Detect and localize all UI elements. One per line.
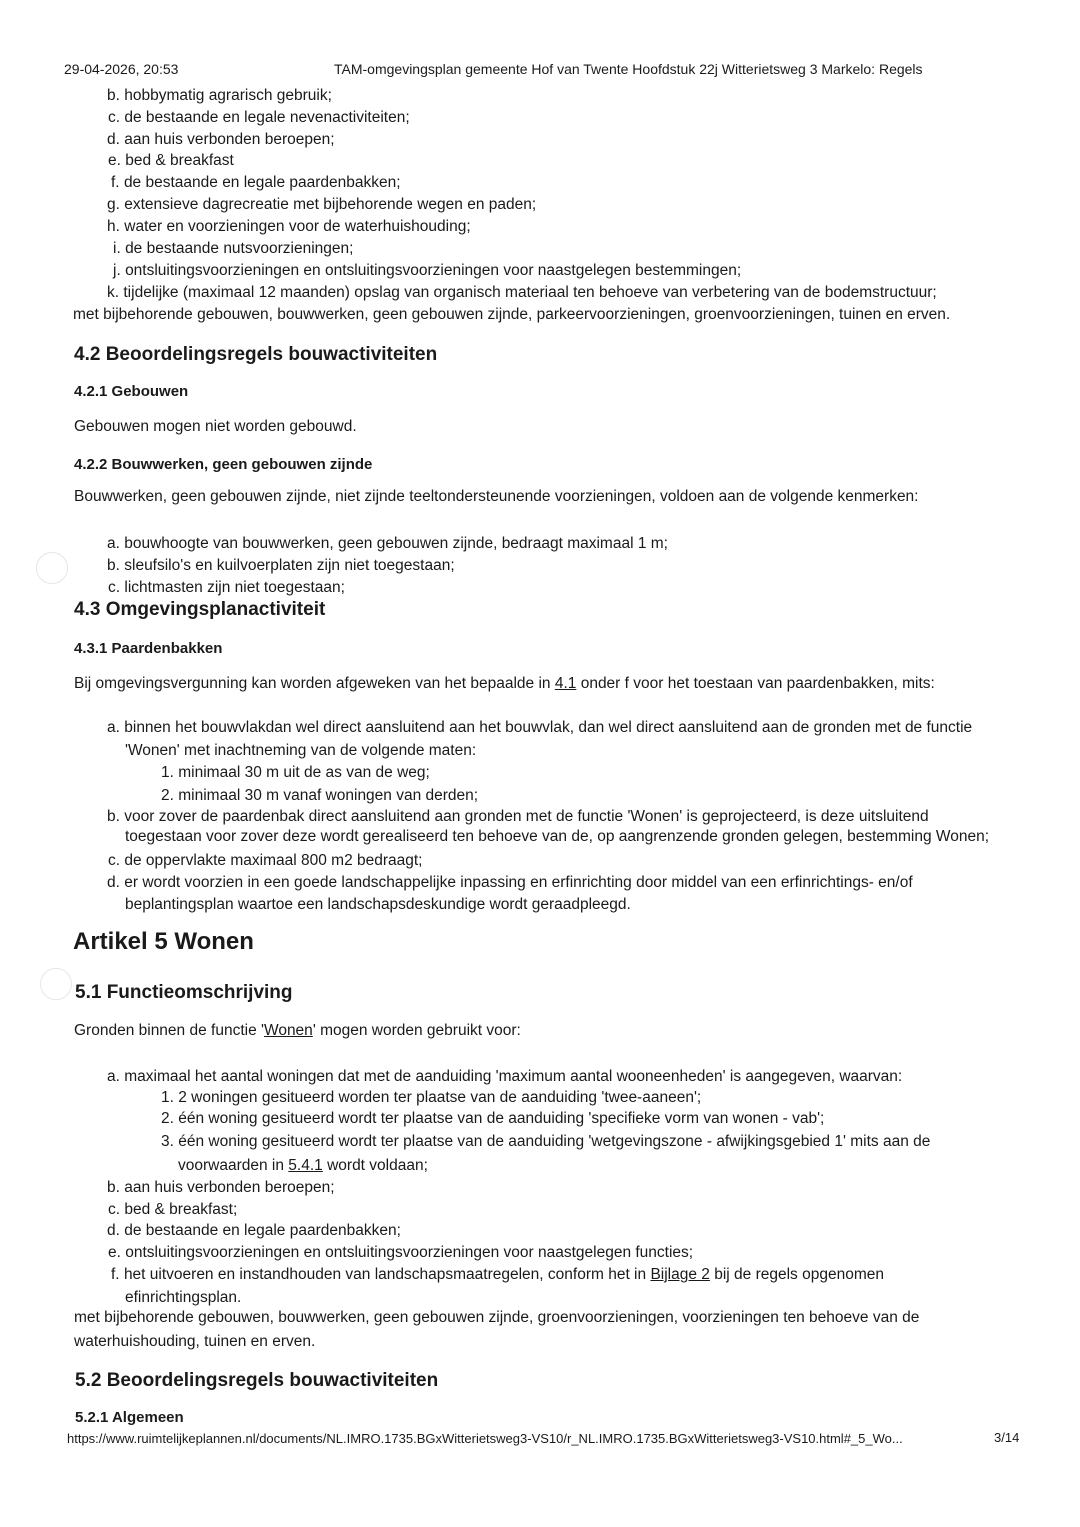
paragraph-text: Bij omgevingsvergunning kan worden afgeweken van het bepaalde in bbox=[74, 675, 555, 692]
list-marker: 3. bbox=[161, 1133, 174, 1150]
sub-list-item bbox=[161, 787, 478, 805]
punch-hole-mark bbox=[40, 968, 72, 1000]
list-item-text: lichtmasten zijn niet toegestaan; bbox=[124, 579, 345, 596]
list-item-text: binnen het bouwvlakdan wel direct aansluitend aan het bouwvlak, dan wel direct aansluitend aan de gronden met de functie bbox=[124, 719, 973, 736]
article-5-closing-text: waterhuishouding, tuinen en erven. bbox=[74, 1333, 316, 1350]
list-item-continuation bbox=[178, 1157, 428, 1175]
list-item-text: 2 woningen gesitueerd worden ter plaatse van de aanduiding 'twee-aaneen'; bbox=[178, 1089, 702, 1106]
list-marker: b. bbox=[107, 557, 120, 574]
list-item bbox=[107, 557, 455, 575]
section-heading-5-2: 5.2 Beoordelingsregels bouwactiviteiten bbox=[75, 1370, 439, 1391]
link-4-1[interactable]: 4.1 bbox=[554, 675, 577, 692]
article-5-closing-text: met bijbehorende gebouwen, bouwwerken, geen gebouwen zijnde, groenvoorzieningen, voorzieningen ten behoeve van de bbox=[74, 1309, 920, 1326]
paragraph bbox=[74, 675, 935, 693]
list-item-text: ontsluitingsvoorzieningen en ontsluitingsvoorzieningen voor naastgelegen bestemmingen; bbox=[125, 262, 742, 279]
page-number: 3/14 bbox=[994, 1430, 1020, 1445]
paragraph bbox=[74, 1022, 521, 1040]
list-item-continuation: 'Wonen' met inachtneming van de volgende maten: bbox=[125, 742, 477, 759]
list-item-text: extensieve dagrecreatie met bijbehorende wegen en paden; bbox=[124, 196, 537, 213]
punch-hole-mark bbox=[36, 552, 68, 584]
list-item-text: bed & breakfast; bbox=[124, 1201, 238, 1218]
list-item-text: de oppervlakte maximaal 800 m2 bedraagt; bbox=[124, 852, 423, 869]
list-marker: 1. bbox=[161, 1089, 174, 1106]
list-item bbox=[107, 196, 536, 214]
list-marker: k. bbox=[107, 284, 120, 301]
list-marker: 1. bbox=[161, 764, 174, 781]
list-item-text: wordt voldaan; bbox=[322, 1157, 428, 1174]
list-item-text: het uitvoeren en instandhouden van landschapsmaatregelen, conform het in bbox=[123, 1266, 651, 1283]
list-marker: e. bbox=[108, 152, 121, 169]
list-marker: h. bbox=[107, 218, 120, 235]
list-marker: c. bbox=[108, 852, 121, 869]
list-item-text: bij de regels opgenomen bbox=[709, 1266, 884, 1283]
list-marker: c. bbox=[108, 109, 121, 126]
list-item bbox=[107, 131, 335, 149]
paragraph: Bouwwerken, geen gebouwen zijnde, niet zijnde teeltondersteunende voorzieningen, voldoen aan de volgende kenmerken: bbox=[74, 488, 919, 505]
sub-list-item bbox=[161, 764, 430, 782]
subsection-heading-4-2-1: 4.2.1 Gebouwen bbox=[74, 383, 189, 400]
sub-list-item bbox=[161, 1110, 824, 1128]
list-marker: a. bbox=[107, 1068, 120, 1085]
list-item bbox=[108, 852, 423, 870]
list-item-text: water en voorzieningen voor de waterhuishouding; bbox=[124, 218, 471, 235]
paragraph-text: ' mogen worden gebruikt voor: bbox=[312, 1022, 521, 1039]
list-item bbox=[108, 579, 345, 597]
list-marker: b. bbox=[107, 808, 120, 825]
list-marker: j. bbox=[113, 262, 121, 279]
section-heading-5-1: 5.1 Functieomschrijving bbox=[75, 982, 293, 1003]
link-bijlage-2[interactable]: Bijlage 2 bbox=[650, 1266, 710, 1283]
list-item-text: voorwaarden in bbox=[178, 1157, 289, 1174]
print-source-url: https://www.ruimtelijkeplannen.nl/documents/NL.IMRO.1735.BGxWitterietsweg3-VS10/r_NL.IMRO.1735.BGxWitterietsweg3-VS10.html#_5_Wo... bbox=[67, 1431, 903, 1446]
list-marker: f. bbox=[111, 174, 120, 191]
list-item-text: voor zover de paardenbak direct aansluitend aan gronden met de functie 'Wonen' is geprojecteerd, is deze uitsluitend bbox=[124, 808, 929, 825]
sub-list-item bbox=[161, 1089, 701, 1107]
list-item bbox=[107, 1179, 335, 1197]
article-4-closing-text: met bijbehorende gebouwen, bouwwerken, geen gebouwen zijnde, parkeervoorzieningen, groenvoorzieningen, tuinen en erven. bbox=[73, 306, 951, 323]
list-item bbox=[107, 808, 929, 826]
list-marker: b. bbox=[107, 1179, 120, 1196]
list-item bbox=[108, 1244, 693, 1262]
list-marker: g. bbox=[107, 196, 120, 213]
list-item-text: sleufsilo's en kuilvoerplaten zijn niet toegestaan; bbox=[124, 557, 455, 574]
list-item-text: tijdelijke (maximaal 12 maanden) opslag van organisch materiaal ten behoeve van verbetering van de bodemstructuur; bbox=[123, 284, 937, 301]
list-item-continuation: toegestaan voor zover deze wordt gerealiseerd ten behoeve van de, op aangrenzende gronden gelegen, bestemming Wonen; bbox=[125, 828, 990, 845]
list-item-text: de bestaande nutsvoorzieningen; bbox=[125, 240, 354, 257]
list-item-text: aan huis verbonden beroepen; bbox=[124, 131, 335, 148]
list-item bbox=[107, 87, 332, 105]
list-marker: d. bbox=[107, 874, 120, 891]
list-item-continuation: beplantingsplan waartoe een landschapsdeskundige wordt geraadpleegd. bbox=[125, 896, 631, 913]
list-marker: a. bbox=[107, 535, 120, 552]
list-item-text: de bestaande en legale nevenactiviteiten; bbox=[124, 109, 410, 126]
list-item-text: ontsluitingsvoorzieningen en ontsluitingsvoorzieningen voor naastgelegen functies; bbox=[125, 1244, 694, 1261]
list-item-text: hobbymatig agrarisch gebruik; bbox=[124, 87, 332, 104]
list-marker: d. bbox=[107, 1222, 120, 1239]
list-item bbox=[107, 874, 913, 892]
list-marker: d. bbox=[107, 131, 120, 148]
list-item bbox=[108, 152, 234, 170]
paragraph-text: Gronden binnen de functie ' bbox=[74, 1022, 264, 1039]
subsection-heading-4-2-2: 4.2.2 Bouwwerken, geen gebouwen zijnde bbox=[74, 456, 373, 473]
list-marker: f. bbox=[111, 1266, 120, 1283]
list-marker: c. bbox=[108, 579, 121, 596]
list-marker: 2. bbox=[161, 787, 174, 804]
link-5-4-1[interactable]: 5.4.1 bbox=[288, 1157, 323, 1174]
list-item bbox=[107, 719, 972, 737]
list-item bbox=[111, 1266, 884, 1284]
list-item-continuation: efinrichtingsplan. bbox=[125, 1289, 242, 1306]
link-wonen[interactable]: Wonen bbox=[263, 1022, 313, 1039]
list-item-text: de bestaande en legale paardenbakken; bbox=[123, 174, 401, 191]
list-item-text: aan huis verbonden beroepen; bbox=[124, 1179, 335, 1196]
list-item bbox=[108, 1201, 237, 1219]
list-item-text: minimaal 30 m vanaf woningen van derden; bbox=[178, 787, 479, 804]
list-item bbox=[107, 218, 471, 236]
print-datetime: 29-04-2026, 20:53 bbox=[64, 61, 179, 77]
list-item bbox=[111, 174, 401, 192]
list-item bbox=[107, 1068, 902, 1086]
list-item-text: er wordt voorzien in een goede landschappelijke inpassing en erfinrichting door middel van een erfinrichtings- en/of bbox=[124, 874, 913, 891]
list-item-text: minimaal 30 m uit de as van de weg; bbox=[178, 764, 430, 781]
paragraph: Gebouwen mogen niet worden gebouwd. bbox=[74, 418, 357, 435]
sub-list-item bbox=[161, 1133, 930, 1151]
list-item bbox=[113, 240, 353, 258]
list-item bbox=[107, 1222, 401, 1240]
list-item-text: maximaal het aantal woningen dat met de aanduiding 'maximum aantal wooneenheden' is aangegeven, waarvan: bbox=[124, 1068, 903, 1085]
list-marker: i. bbox=[113, 240, 121, 257]
list-marker: b. bbox=[107, 87, 120, 104]
list-marker: a. bbox=[107, 719, 120, 736]
list-item-text: één woning gesitueerd wordt ter plaatse van de aanduiding 'wetgevingszone - afwijkingsgebied 1' mits aan de bbox=[178, 1133, 931, 1150]
paragraph-text: onder f voor het toestaan van paardenbakken, mits: bbox=[576, 675, 935, 692]
article-heading: Artikel 5 Wonen bbox=[73, 928, 254, 955]
section-heading-4-2: 4.2 Beoordelingsregels bouwactiviteiten bbox=[74, 344, 438, 365]
print-document-title: TAM-omgevingsplan gemeente Hof van Twente Hoofdstuk 22j Witterietsweg 3 Markelo: Regels bbox=[334, 61, 923, 77]
list-item bbox=[113, 262, 741, 280]
list-item bbox=[108, 109, 410, 127]
list-marker: e. bbox=[108, 1244, 121, 1261]
list-item-text: bouwhoogte van bouwwerken, geen gebouwen zijnde, bedraagt maximaal 1 m; bbox=[124, 535, 668, 552]
list-marker: 2. bbox=[161, 1110, 174, 1127]
list-item bbox=[107, 535, 668, 553]
list-item-text: één woning gesitueerd wordt ter plaatse van de aanduiding 'specifieke vorm van wonen - vab'; bbox=[178, 1110, 825, 1127]
subsection-heading-5-2-1: 5.2.1 Algemeen bbox=[75, 1409, 184, 1426]
section-heading-4-3: 4.3 Omgevingsplanactiviteit bbox=[74, 599, 326, 620]
list-marker: c. bbox=[108, 1201, 121, 1218]
subsection-heading-4-3-1: 4.3.1 Paardenbakken bbox=[74, 640, 223, 657]
list-item-text: de bestaande en legale paardenbakken; bbox=[124, 1222, 401, 1239]
list-item-text: bed & breakfast bbox=[125, 152, 234, 169]
list-item bbox=[107, 284, 937, 302]
